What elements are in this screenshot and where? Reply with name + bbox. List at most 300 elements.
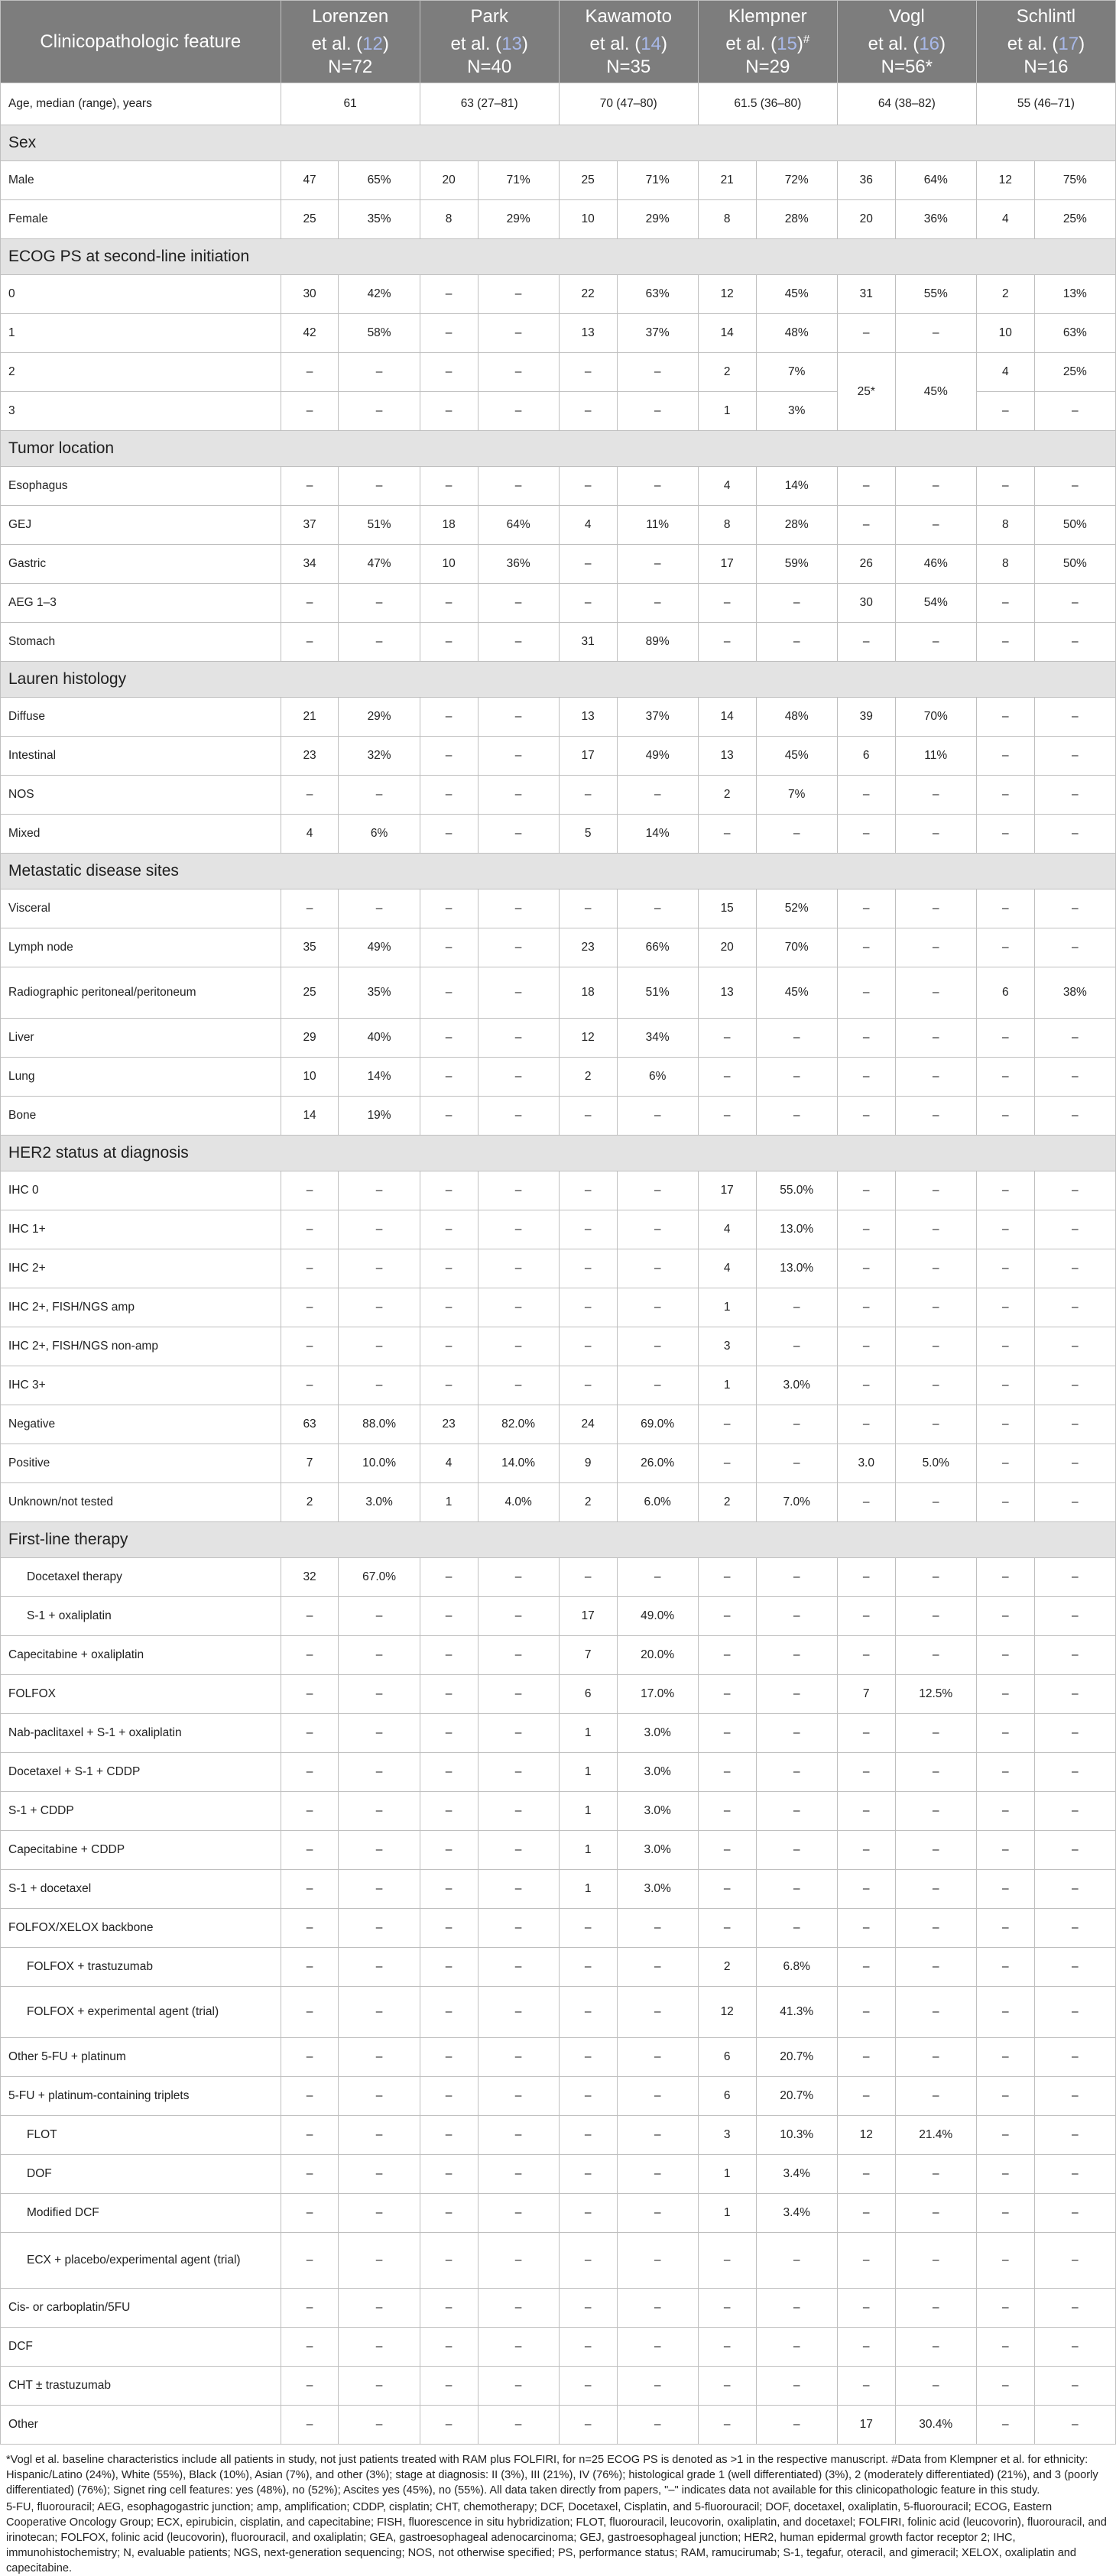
section-title: Lauren histology [1, 662, 1116, 698]
row-label: Liver [1, 1019, 281, 1058]
table-cell: – [617, 1171, 698, 1210]
table-cell: 25% [1034, 353, 1115, 392]
study-n: N=56* [881, 56, 933, 77]
table-cell: – [1034, 1483, 1115, 1522]
table-row [1, 2155, 1116, 2194]
table-cell: – [339, 2233, 420, 2289]
table-cell: – [559, 2233, 617, 2289]
table-cell: – [478, 392, 559, 431]
table-header [1, 1, 1116, 83]
table-cell: 6.0% [617, 1483, 698, 1522]
row-label: ECX + placebo/experimental agent (trial) [1, 2233, 281, 2289]
table-cell: – [478, 467, 559, 506]
table-cell: – [837, 776, 895, 815]
table-cell: – [837, 2367, 895, 2406]
table-cell: – [478, 815, 559, 854]
table-cell: – [339, 1597, 420, 1636]
table-cell: – [420, 2328, 478, 2367]
section-header-row [1, 854, 1116, 889]
table-cell: 6 [976, 967, 1034, 1019]
section-header-row [1, 431, 1116, 467]
table-cell: – [976, 2289, 1034, 2328]
table-cell: – [281, 2194, 339, 2233]
reference-link[interactable]: 13 [501, 33, 522, 54]
table-cell: 47 [281, 161, 339, 200]
table-cell: 4 [698, 1249, 756, 1288]
table-cell: 45% [756, 967, 837, 1019]
row-label: Diffuse [1, 698, 281, 737]
table-cell: – [976, 1636, 1034, 1675]
table-cell: – [559, 353, 617, 392]
study-n: N=16 [1024, 56, 1069, 77]
row-label: Male [1, 161, 281, 200]
table-cell: – [976, 2194, 1034, 2233]
table-cell: 10 [559, 200, 617, 239]
table-row [1, 545, 1116, 584]
table-cell: – [281, 776, 339, 815]
table-cell: 29 [281, 1019, 339, 1058]
study-close-paren: ) [382, 33, 389, 54]
table-row [1, 1753, 1116, 1792]
table-cell: – [420, 928, 478, 967]
table-cell: 49% [617, 737, 698, 776]
table-cell: – [976, 776, 1034, 815]
table-cell: 12 [698, 275, 756, 314]
table-cell: – [339, 889, 420, 928]
table-cell: – [420, 967, 478, 1019]
table-cell: – [1034, 2077, 1115, 2116]
study-close-paren: ) [796, 33, 803, 54]
table-cell: 3 [698, 2116, 756, 2155]
table-cell: 67.0% [339, 1558, 420, 1597]
row-label: FOLFOX + experimental agent (trial) [1, 1987, 281, 2038]
table-cell: 13 [698, 967, 756, 1019]
table-cell: 14% [339, 1058, 420, 1097]
table-cell: 37% [617, 698, 698, 737]
table-cell: 29% [617, 200, 698, 239]
table-cell: – [420, 2194, 478, 2233]
table-cell: 64 (38–82) [837, 83, 976, 125]
table-cell: – [617, 1210, 698, 1249]
table-cell: – [420, 1366, 478, 1405]
table-cell: – [478, 2155, 559, 2194]
table-cell: – [1034, 2155, 1115, 2194]
table-cell: – [895, 1058, 976, 1097]
table-cell: – [478, 928, 559, 967]
table-cell: – [698, 1097, 756, 1136]
table-cell: – [895, 1327, 976, 1366]
table-cell: 3.0% [617, 1870, 698, 1909]
table-cell: – [281, 1987, 339, 2038]
table-cell: – [837, 1870, 895, 1909]
table-cell: – [420, 314, 478, 353]
table-cell: – [1034, 1019, 1115, 1058]
table-cell: – [420, 1792, 478, 1831]
table-cell: – [895, 1249, 976, 1288]
table-cell: – [837, 1714, 895, 1753]
table-cell: 5.0% [895, 1444, 976, 1483]
reference-link[interactable]: 15 [777, 33, 797, 54]
table-row [1, 2328, 1116, 2367]
table-cell: 66% [617, 928, 698, 967]
table-cell: 7% [756, 776, 837, 815]
table-cell: 11% [617, 506, 698, 545]
table-cell: – [281, 1249, 339, 1288]
table-cell: 14% [756, 467, 837, 506]
section-header-row [1, 662, 1116, 698]
table-cell: – [281, 467, 339, 506]
table-cell: – [756, 1636, 837, 1675]
row-label: 2 [1, 353, 281, 392]
table-cell: 12.5% [895, 1675, 976, 1714]
table-row [1, 1675, 1116, 1714]
table-cell: 10.3% [756, 2116, 837, 2155]
table-row [1, 967, 1116, 1019]
table-cell: 2 [698, 353, 756, 392]
table-cell: – [339, 2116, 420, 2155]
table-row [1, 1870, 1116, 1909]
table-cell: – [478, 1558, 559, 1597]
table-cell: – [478, 737, 559, 776]
table-cell: – [420, 1831, 478, 1870]
table-cell: 42 [281, 314, 339, 353]
table-cell: 12 [976, 161, 1034, 200]
table-cell: – [281, 2367, 339, 2406]
table-cell: – [895, 1909, 976, 1948]
table-cell: – [420, 1909, 478, 1948]
table-cell: – [339, 1987, 420, 2038]
table-cell: – [478, 2116, 559, 2155]
table-cell: 63 [281, 1405, 339, 1444]
table-cell: – [339, 1366, 420, 1405]
table-cell: – [1034, 737, 1115, 776]
reference-link[interactable]: 14 [641, 33, 661, 54]
table-cell: 2 [698, 776, 756, 815]
table-cell: – [617, 1327, 698, 1366]
table-cell: – [895, 967, 976, 1019]
table-cell: – [617, 2289, 698, 2328]
table-cell: 12 [837, 2116, 895, 2155]
row-label: 1 [1, 314, 281, 353]
table-cell: – [837, 467, 895, 506]
table-cell: – [698, 2367, 756, 2406]
table-cell: 29% [339, 698, 420, 737]
table-cell: – [420, 353, 478, 392]
table-cell: – [976, 1831, 1034, 1870]
row-label: DOF [1, 2155, 281, 2194]
table-cell: 55.0% [756, 1171, 837, 1210]
table-cell: – [895, 1870, 976, 1909]
table-cell: – [895, 928, 976, 967]
table-cell: – [1034, 2194, 1115, 2233]
table-row [1, 1405, 1116, 1444]
feature-column-header: Clinicopathologic feature [1, 1, 281, 83]
table-cell: 3.0% [756, 1366, 837, 1405]
table-cell: – [478, 2328, 559, 2367]
table-cell: – [559, 2194, 617, 2233]
table-cell: 42% [339, 275, 420, 314]
table-cell: 23 [559, 928, 617, 967]
table-cell: – [478, 1097, 559, 1136]
table-cell: – [895, 2367, 976, 2406]
table-cell: – [895, 1288, 976, 1327]
table-cell: 17.0% [617, 1675, 698, 1714]
table-cell: – [339, 2406, 420, 2445]
table-cell: – [976, 2116, 1034, 2155]
table-cell: 20 [837, 200, 895, 239]
table-cell: – [1034, 1909, 1115, 1948]
table-cell: 7 [281, 1444, 339, 1483]
table-cell: – [617, 584, 698, 623]
age-row [1, 83, 1116, 125]
table-cell: – [895, 1019, 976, 1058]
table-cell: – [420, 698, 478, 737]
study-n: N=72 [328, 56, 373, 77]
table-cell: – [837, 1483, 895, 1522]
table-cell: – [756, 1058, 837, 1097]
row-label: Radiographic peritoneal/peritoneum [1, 967, 281, 1019]
table-cell: – [420, 2077, 478, 2116]
table-cell: – [281, 1366, 339, 1405]
row-label: 5-FU + platinum-containing triplets [1, 2077, 281, 2116]
table-cell: 50% [1034, 545, 1115, 584]
table-cell: – [281, 1714, 339, 1753]
table-cell: – [339, 467, 420, 506]
table-cell: 14 [698, 314, 756, 353]
table-cell: – [478, 2077, 559, 2116]
table-cell: – [976, 1171, 1034, 1210]
table-cell: 2 [976, 275, 1034, 314]
table-cell: – [976, 2155, 1034, 2194]
table-cell: 70% [895, 698, 976, 737]
table-cell: 63% [617, 275, 698, 314]
table-cell: – [837, 506, 895, 545]
table-cell: – [976, 1870, 1034, 1909]
reference-link[interactable]: 16 [919, 33, 940, 54]
table-cell: – [559, 2155, 617, 2194]
table-cell: – [1034, 1558, 1115, 1597]
table-cell: – [339, 776, 420, 815]
study-column-header [976, 1, 1115, 83]
study-author: Klempner [728, 5, 807, 27]
table-cell: 4 [698, 1210, 756, 1249]
table-cell: – [559, 1909, 617, 1948]
table-cell: – [559, 889, 617, 928]
table-cell: – [339, 2328, 420, 2367]
table-cell: 2 [281, 1483, 339, 1522]
table-cell: – [617, 392, 698, 431]
table-cell: – [837, 1327, 895, 1366]
table-cell: – [976, 2077, 1034, 2116]
table-cell: – [559, 1210, 617, 1249]
table-cell: – [895, 1405, 976, 1444]
table-cell: – [837, 1288, 895, 1327]
table-cell: 35% [339, 967, 420, 1019]
table-cell: 4 [976, 200, 1034, 239]
table-cell: – [617, 1097, 698, 1136]
table-cell: – [698, 2233, 756, 2289]
table-cell: – [478, 2367, 559, 2406]
study-etal: et al. ( [725, 33, 777, 54]
table-cell: 4 [698, 467, 756, 506]
table-row [1, 1097, 1116, 1136]
table-cell: – [559, 2116, 617, 2155]
table-cell: 39 [837, 698, 895, 737]
table-cell: 49% [339, 928, 420, 967]
table-cell: 1 [698, 2194, 756, 2233]
table-row [1, 1909, 1116, 1948]
table-cell: – [1034, 1171, 1115, 1210]
table-cell: – [478, 1597, 559, 1636]
table-cell: – [559, 1987, 617, 2038]
table-cell: – [1034, 1675, 1115, 1714]
table-cell: – [339, 1171, 420, 1210]
table-cell: – [976, 1366, 1034, 1405]
table-cell: – [1034, 1366, 1115, 1405]
table-row [1, 1288, 1116, 1327]
table-cell: – [478, 776, 559, 815]
table-cell: – [339, 2038, 420, 2077]
table-cell: – [976, 889, 1034, 928]
row-label: IHC 2+, FISH/NGS non-amp [1, 1327, 281, 1366]
table-cell: – [837, 2077, 895, 2116]
table-row [1, 928, 1116, 967]
table-cell: – [478, 314, 559, 353]
table-cell: – [837, 2038, 895, 2077]
table-cell: – [617, 1558, 698, 1597]
table-cell: – [895, 1753, 976, 1792]
table-cell: 37 [281, 506, 339, 545]
table-cell: – [976, 2038, 1034, 2077]
table-cell: – [420, 1288, 478, 1327]
table-cell: – [559, 584, 617, 623]
table-row [1, 353, 1116, 392]
table-cell: – [617, 467, 698, 506]
table-cell: – [478, 1210, 559, 1249]
table-cell: – [420, 1210, 478, 1249]
table-cell: – [478, 889, 559, 928]
row-label: Modified DCF [1, 2194, 281, 2233]
table-row [1, 1249, 1116, 1288]
table-cell: – [698, 2289, 756, 2328]
table-cell: 26 [837, 545, 895, 584]
table-cell: 61 [281, 83, 420, 125]
table-cell: – [339, 584, 420, 623]
table-cell: – [756, 1327, 837, 1366]
table-row [1, 2038, 1116, 2077]
table-cell: 52% [756, 889, 837, 928]
table-cell: – [756, 1019, 837, 1058]
footnote-text: *Vogl et al. baseline characteristics include all patients in study, not just patients treated with RAM plus FOLFIRI, for n=25 ECOG PS is denoted as >1 in the respective manuscript. #Data from Klempner et al. for ethnicity: Hispanic/Latino (24%), White (55%), Black (10%), Asian (7%), and other (3%); stage at diagnosis: II (3%), III (21%), IV (76%); histological grade 1 (well differentiated) (3%), 2 (moderately differentiated) (21%), and 3 (poorly differentiated) (76%); Signet ring cell features: yes (48%), no (52%); Ascites yes (45%), no (55%). All data taken directly from papers, "–" indicates data not available for this clinicopathologic feature in this study. [6, 2454, 1098, 2497]
table-row [1, 623, 1116, 662]
table-cell: 28% [756, 200, 837, 239]
table-cell: – [976, 1444, 1034, 1483]
table-cell: 59% [756, 545, 837, 584]
table-cell: – [339, 1714, 420, 1753]
table-cell: 34% [617, 1019, 698, 1058]
table-cell: – [420, 1675, 478, 1714]
table-cell: 9 [559, 1444, 617, 1483]
table-cell: 20.7% [756, 2077, 837, 2116]
table-cell: – [837, 928, 895, 967]
table-row [1, 2077, 1116, 2116]
table-cell: 30 [837, 584, 895, 623]
table-cell: – [895, 467, 976, 506]
table-row [1, 2406, 1116, 2445]
table-cell: 13 [559, 314, 617, 353]
table-row [1, 889, 1116, 928]
reference-link[interactable]: 12 [362, 33, 383, 54]
table-cell: – [976, 1019, 1034, 1058]
table-cell: – [281, 584, 339, 623]
table-cell: – [420, 623, 478, 662]
table-cell: – [837, 2289, 895, 2328]
study-n: N=29 [745, 56, 790, 77]
table-cell: 63 (27–81) [420, 83, 559, 125]
table-cell: 24 [559, 1405, 617, 1444]
table-row [1, 1444, 1116, 1483]
table-cell: – [478, 1249, 559, 1288]
table-cell: 29% [478, 200, 559, 239]
table-cell: – [420, 275, 478, 314]
table-cell: – [698, 623, 756, 662]
table-cell: – [281, 2038, 339, 2077]
table-cell: – [478, 1058, 559, 1097]
row-label: S-1 + docetaxel [1, 1870, 281, 1909]
table-cell: – [895, 1483, 976, 1522]
table-cell: 18 [559, 967, 617, 1019]
table-row [1, 1058, 1116, 1097]
table-cell: 1 [559, 1792, 617, 1831]
table-cell: – [478, 1870, 559, 1909]
table-cell: – [1034, 1987, 1115, 2038]
table-cell: – [420, 1636, 478, 1675]
table-footnotes [0, 2445, 1116, 2576]
table-cell: – [478, 1171, 559, 1210]
table-cell: 35 [281, 928, 339, 967]
table-cell: – [837, 1249, 895, 1288]
table-row [1, 1327, 1116, 1366]
table-cell: – [1034, 2233, 1115, 2289]
table-cell: – [339, 2077, 420, 2116]
table-cell: – [698, 1558, 756, 1597]
table-cell: – [339, 1636, 420, 1675]
table-cell: – [420, 584, 478, 623]
table-cell: 2 [698, 1948, 756, 1987]
study-column-header [559, 1, 698, 83]
table-cell: 37% [617, 314, 698, 353]
row-label: Mixed [1, 815, 281, 854]
table-cell: – [976, 467, 1034, 506]
reference-link[interactable]: 17 [1058, 33, 1079, 54]
row-label: S-1 + CDDP [1, 1792, 281, 1831]
section-title: Tumor location [1, 431, 1116, 467]
table-cell: 48% [756, 698, 837, 737]
table-cell: – [1034, 1714, 1115, 1753]
table-cell: – [617, 2233, 698, 2289]
table-cell: – [1034, 623, 1115, 662]
table-cell: 19% [339, 1097, 420, 1136]
table-cell: – [420, 467, 478, 506]
section-title: First-line therapy [1, 1522, 1116, 1558]
table-cell: – [617, 1288, 698, 1327]
table-cell: – [698, 1405, 756, 1444]
study-author: Schlintl [1016, 5, 1076, 27]
table-cell: – [895, 1987, 976, 2038]
table-cell: – [281, 1327, 339, 1366]
table-cell: – [837, 1948, 895, 1987]
table-cell: – [837, 1753, 895, 1792]
